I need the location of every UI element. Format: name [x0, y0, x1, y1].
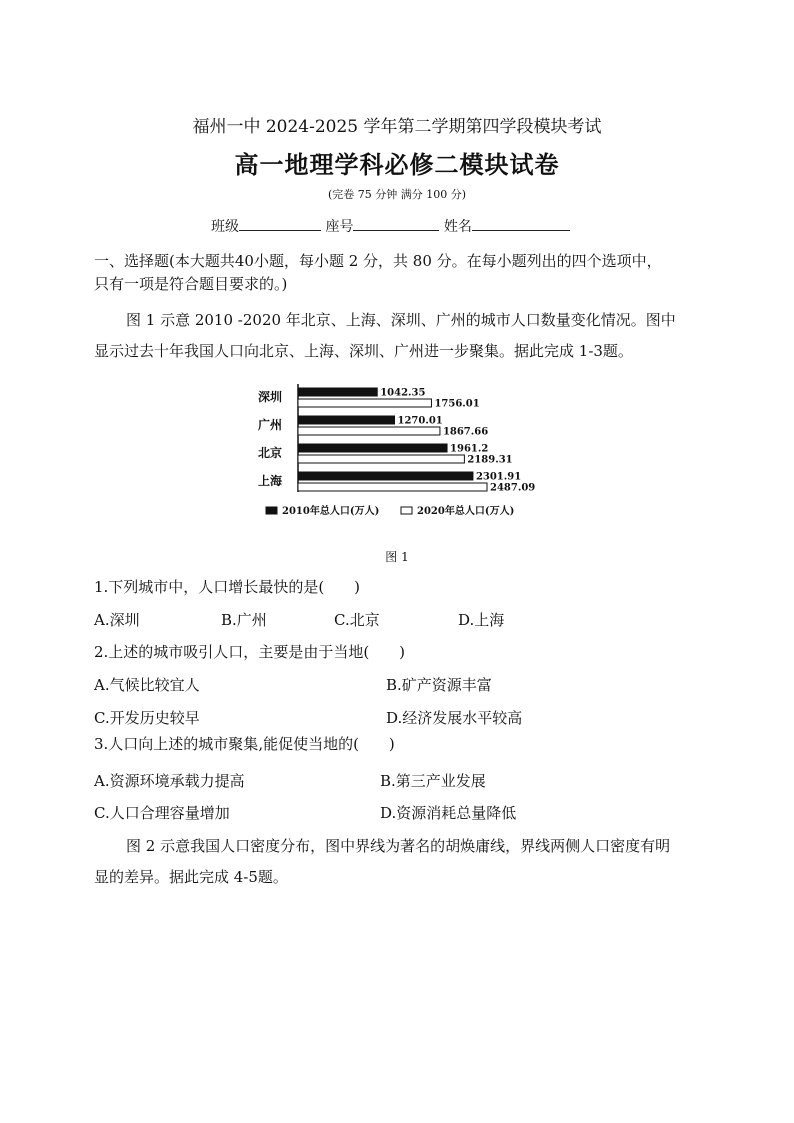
data-label: 1042.35 [380, 387, 426, 399]
legend-swatch [401, 507, 412, 514]
class-field[interactable] [239, 216, 321, 231]
bar-chart-svg [256, 380, 546, 530]
question1-option-d[interactable]: D.上海 [458, 611, 505, 629]
bar-2020 [298, 455, 464, 463]
exam-title: 高一地理学科必修二模块试卷 [234, 150, 560, 179]
legend-label: 2020年总人口(万人) [417, 506, 515, 517]
bar-2010 [298, 388, 377, 396]
passage2-line2: 显的差异。据此完成 4-5题。 [94, 868, 288, 886]
category-label: 深圳 [258, 390, 283, 404]
exam-subtitle: (完卷 75 分钟 满分 100 分) [327, 188, 467, 201]
data-label: 2487.09 [490, 482, 536, 494]
bar-2010 [298, 416, 395, 424]
question3-option-d[interactable]: D.资源消耗总量降低 [380, 804, 517, 822]
data-label: 2189.31 [467, 454, 513, 466]
passage1-line2: 显示过去十年我国人口向北京、上海、深圳、广州进一步聚集。据此完成 1-3题。 [94, 342, 633, 360]
section-intro-line1: 一、选择题(本大题共40小题，每小题 2 分，共 80 分。在每小题列出的四个选项中， [94, 252, 662, 270]
bar-2020 [298, 399, 431, 407]
legend-label: 2010年总人口(万人) [282, 506, 380, 517]
question1-stem: 1.下列城市中，人口增长最快的是( ) [94, 578, 361, 596]
student-info-line [211, 216, 570, 236]
question2-option-d[interactable]: D.经济发展水平较高 [386, 709, 523, 727]
name-field[interactable] [472, 216, 570, 231]
bar-2010 [298, 472, 473, 480]
passage1-line1: 图 1 示意 2010 -2020 年北京、上海、深圳、广州的城市人口数量变化情况。图中 [126, 311, 676, 329]
section-intro-line2: 只有一项是符合题目要求的。) [94, 275, 288, 293]
question2-option-b[interactable]: B.矿产资源丰富 [386, 676, 492, 694]
bar-2010 [298, 444, 447, 452]
legend-swatch [266, 507, 277, 514]
exam-header: 福州一中 2024-2025 学年第二学期第四学段模块考试 [192, 117, 602, 137]
data-label: 1961.2 [450, 443, 489, 455]
category-label: 上海 [258, 474, 283, 488]
question3-option-b[interactable]: B.第三产业发展 [380, 772, 486, 790]
bar-2020 [298, 483, 487, 491]
passage2-line1: 图 2 示意我国人口密度分布，图中界线为著名的胡焕庸线，界线两侧人口密度有明 [126, 837, 671, 855]
seat-label: 座号 [325, 219, 354, 235]
category-label: 广州 [258, 418, 283, 432]
seat-field[interactable] [353, 216, 439, 231]
question2-option-a[interactable]: A.气候比较宜人 [94, 676, 200, 694]
question1-option-c[interactable]: C.北京 [334, 611, 380, 629]
figure1-caption: 图 1 [385, 550, 409, 564]
data-label: 1270.01 [397, 415, 443, 427]
question1-option-a[interactable]: A.深圳 [94, 611, 140, 629]
category-label: 北京 [258, 446, 283, 460]
bar-2020 [298, 427, 440, 435]
question3-option-c[interactable]: C.人口合理容量增加 [94, 804, 230, 822]
question2-option-c[interactable]: C.开发历史较早 [94, 709, 200, 727]
question3-option-a[interactable]: A.资源环境承载力提高 [94, 772, 245, 790]
question1-option-b[interactable]: B.广州 [221, 611, 267, 629]
data-label: 2301.91 [475, 471, 522, 483]
data-label: 1867.66 [442, 426, 489, 438]
figure1-chart [256, 380, 546, 530]
question2-stem: 2.上述的城市吸引人口，主要是由于当地( ) [94, 643, 406, 661]
class-label: 班级 [211, 219, 239, 235]
question3-stem: 3.人口向上述的城市聚集,能促使当地的( ) [94, 735, 395, 753]
name-label: 姓名 [443, 219, 472, 235]
data-label: 1756.01 [434, 398, 480, 410]
